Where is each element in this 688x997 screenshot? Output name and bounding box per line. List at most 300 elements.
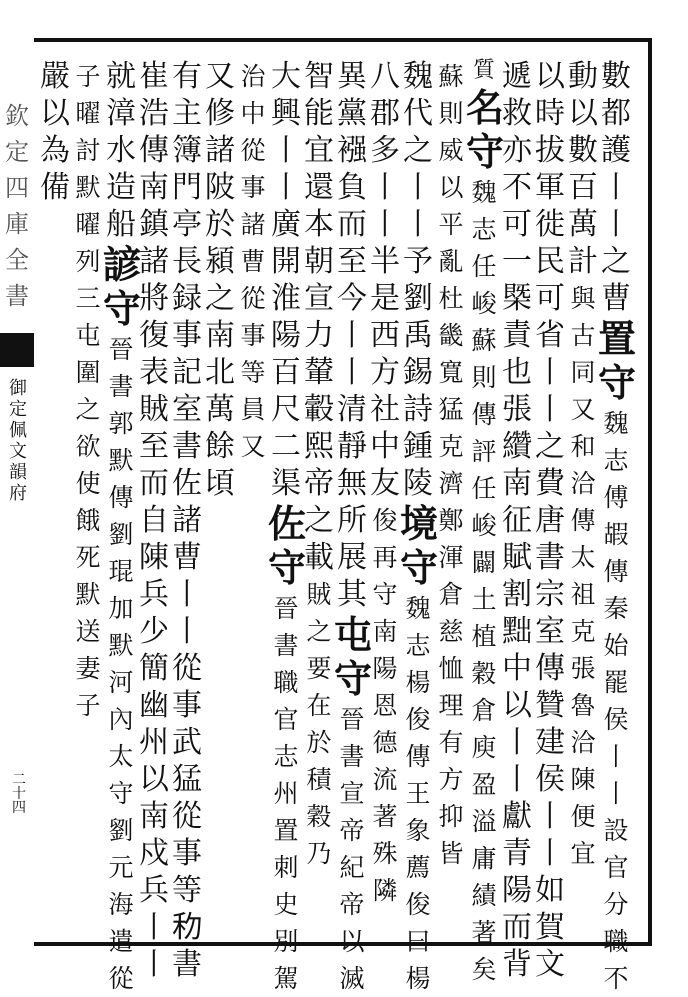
- commentary-char: 方: [438, 765, 464, 794]
- text-char: 徙: [535, 207, 565, 242]
- text-char: 責: [502, 318, 532, 353]
- text-char: 丨: [403, 170, 433, 205]
- commentary-char: 溢: [471, 807, 497, 836]
- text-char: 丨: [601, 207, 631, 242]
- text-char: 造: [106, 170, 136, 205]
- commentary-char: 晉: [108, 335, 134, 364]
- text-char: 至: [337, 244, 367, 279]
- text-char: 帝: [304, 466, 334, 501]
- text-char: 宗: [535, 577, 565, 612]
- text-char: 兵: [139, 873, 169, 908]
- text-char: 亭: [172, 207, 202, 242]
- commentary-char: 象: [405, 816, 431, 845]
- text-char: 於: [205, 207, 235, 242]
- text-char: 轂: [304, 392, 334, 427]
- text-char: 為: [40, 133, 70, 168]
- commentary-char: 欲: [75, 432, 101, 461]
- text-char: 贊: [535, 688, 565, 723]
- text-char: 簿: [172, 133, 202, 168]
- text-char: 之: [535, 429, 565, 464]
- commentary-char: 圍: [75, 358, 101, 387]
- commentary-char: 俊: [405, 890, 431, 919]
- text-char: 獻: [502, 799, 532, 834]
- text-char: 而: [337, 207, 367, 242]
- text-char: 丨: [139, 910, 169, 945]
- commentary-char: 寬: [438, 358, 464, 387]
- commentary-char: 理: [438, 691, 464, 720]
- text-char: 傳: [535, 651, 565, 686]
- commentary-char: 古: [570, 321, 596, 350]
- text-char: 自: [139, 503, 169, 538]
- commentary-char: 蘇: [471, 326, 497, 355]
- commentary-char: 志: [471, 215, 497, 244]
- margin-char: 佩: [9, 420, 27, 441]
- commentary-char: 又: [570, 395, 596, 424]
- text-char: 數: [568, 133, 598, 168]
- commentary-char: 志: [405, 631, 431, 660]
- text-char: 以: [40, 96, 70, 131]
- text-char: 鍾: [403, 429, 433, 464]
- commentary-char: 穀: [471, 659, 497, 688]
- text-char: 大: [271, 59, 301, 94]
- text-char: 無: [337, 466, 367, 501]
- text-char: 淮: [271, 281, 301, 316]
- text-char: 友: [370, 466, 400, 501]
- text-char: 是: [370, 281, 400, 316]
- commentary-char: 恤: [438, 654, 464, 683]
- text-char: 南: [205, 318, 235, 353]
- commentary-char: 丨: [603, 779, 629, 808]
- entry-heading-char: 守: [334, 656, 373, 701]
- text-char: 幽: [139, 688, 169, 723]
- commentary-char: 畿: [438, 321, 464, 350]
- text-char: 之: [304, 503, 334, 538]
- commentary-char: 同: [570, 358, 596, 387]
- text-char: 潁: [205, 244, 235, 279]
- commentary-char: 俊: [372, 506, 398, 535]
- text-char: 黨: [337, 96, 367, 131]
- commentary-char: 從: [240, 284, 266, 313]
- commentary-char: 王: [405, 779, 431, 808]
- commentary-char: 等: [240, 358, 266, 387]
- commentary-char: 要: [306, 654, 332, 683]
- text-char: 都: [601, 96, 631, 131]
- text-char: 事: [172, 836, 202, 871]
- commentary-char: 侯: [603, 705, 629, 734]
- commentary-char: 太: [570, 543, 596, 572]
- commentary-char: 楊: [405, 964, 431, 993]
- commentary-char: 矣: [471, 955, 497, 984]
- text-char: 建: [535, 725, 565, 760]
- commentary-char: 杜: [438, 284, 464, 313]
- text-char: 尺: [271, 392, 301, 427]
- text-char: 少: [139, 614, 169, 649]
- text-char: 丨: [502, 762, 532, 797]
- text-char: 智: [304, 59, 334, 94]
- text-char: 南: [502, 466, 532, 501]
- commentary-char: 滅: [339, 964, 365, 993]
- text-char: 北: [205, 355, 235, 390]
- text-char: 丨: [139, 947, 169, 982]
- commentary-char: 德: [372, 728, 398, 757]
- commentary-char: 子: [75, 691, 101, 720]
- entry-heading-char: 佐: [268, 501, 307, 546]
- text-char: 修: [205, 96, 235, 131]
- commentary-char: 罷: [603, 668, 629, 697]
- commentary-char: 傳: [570, 506, 596, 535]
- text-char: 今: [337, 281, 367, 316]
- commentary-char: 土: [471, 585, 497, 614]
- text-char: 二: [271, 429, 301, 464]
- text-char: 丨: [271, 170, 301, 205]
- text-char: 陳: [139, 540, 169, 575]
- commentary-char: 職: [603, 927, 629, 956]
- text-char: 之: [403, 133, 433, 168]
- text-char: 丨: [535, 836, 565, 871]
- text-char: 八: [370, 59, 400, 94]
- commentary-char: 洽: [570, 728, 596, 757]
- text-char: 書: [172, 947, 202, 982]
- commentary-char: 乃: [306, 839, 332, 868]
- text-char: 𥝢: [172, 910, 202, 945]
- text-char: 門: [172, 170, 202, 205]
- margin-char: 庫: [5, 210, 29, 238]
- entry-heading-char: 名: [466, 85, 505, 130]
- commentary-char: 和: [570, 432, 596, 461]
- text-char: 兵: [139, 577, 169, 612]
- text-char: 丨: [502, 725, 532, 760]
- commentary-char: 事: [240, 321, 266, 350]
- commentary-char: 濟: [438, 469, 464, 498]
- commentary-char: 宣: [339, 779, 365, 808]
- commentary-char: 峻: [471, 289, 497, 318]
- text-char: 餘: [205, 429, 235, 464]
- commentary-char: 默: [75, 580, 101, 609]
- commentary-char: 討: [75, 136, 101, 165]
- text-char: 也: [502, 355, 532, 390]
- text-char: 開: [271, 244, 301, 279]
- commentary-char: 倉: [438, 580, 464, 609]
- text-char: 陂: [205, 170, 235, 205]
- commentary-char: 分: [603, 890, 629, 919]
- commentary-char: 帝: [339, 816, 365, 845]
- text-char: 丨: [172, 614, 202, 649]
- text-char: 曹: [172, 540, 202, 575]
- entry-heading-char: 置: [598, 316, 637, 361]
- text-char: 割: [502, 577, 532, 612]
- text-char: 清: [337, 392, 367, 427]
- text-char: 從: [172, 651, 202, 686]
- text-char: 禹: [403, 318, 433, 353]
- text-char: 丨: [370, 207, 400, 242]
- commentary-char: 傳: [108, 483, 134, 512]
- text-char: 省: [535, 318, 565, 353]
- text-char: 室: [535, 614, 565, 649]
- text-char: 丨: [403, 207, 433, 242]
- commentary-char: 從: [108, 964, 134, 993]
- commentary-char: 俊: [405, 705, 431, 734]
- text-char: 張: [502, 392, 532, 427]
- commentary-char: 刺: [273, 853, 299, 882]
- commentary-char: 便: [570, 802, 596, 831]
- commentary-char: 克: [438, 432, 464, 461]
- commentary-char: 宜: [570, 839, 596, 868]
- commentary-char: 抑: [438, 802, 464, 831]
- entry-heading-char: 守: [268, 545, 307, 590]
- text-char: 所: [337, 503, 367, 538]
- text-char: 能: [304, 96, 334, 131]
- commentary-char: 任: [471, 252, 497, 281]
- commentary-char: 官: [273, 705, 299, 734]
- text-char: 録: [172, 281, 202, 316]
- commentary-char: 之: [75, 395, 101, 424]
- text-char: 又: [205, 59, 235, 94]
- commentary-char: 在: [306, 691, 332, 720]
- commentary-char: 洽: [570, 469, 596, 498]
- commentary-char: 流: [372, 765, 398, 794]
- commentary-char: 中: [240, 99, 266, 128]
- text-char: 復: [139, 318, 169, 353]
- entry-heading-char: 諺: [103, 242, 142, 287]
- commentary-char: 庾: [471, 733, 497, 762]
- text-char: 黜: [502, 614, 532, 649]
- text-char: 以: [502, 688, 532, 723]
- commentary-char: 丨: [603, 742, 629, 771]
- text-char: 亦: [502, 133, 532, 168]
- commentary-char: 殊: [372, 839, 398, 868]
- commentary-char: 事: [240, 173, 266, 202]
- text-char: 展: [337, 540, 367, 575]
- commentary-char: 默: [108, 446, 134, 475]
- commentary-char: 晉: [273, 594, 299, 623]
- commentary-char: 評: [471, 437, 497, 466]
- margin-char: 文: [9, 441, 27, 462]
- text-char: 代: [403, 96, 433, 131]
- text-char: 丨: [370, 170, 400, 205]
- page-number-char: 十: [12, 786, 26, 802]
- text-char: 中: [370, 429, 400, 464]
- commentary-char: 郭: [108, 409, 134, 438]
- commentary-char: 賊: [306, 580, 332, 609]
- commentary-char: 隣: [372, 876, 398, 905]
- commentary-char: 渾: [438, 543, 464, 572]
- commentary-char: 劉: [108, 816, 134, 845]
- commentary-char: 駕: [273, 964, 299, 993]
- commentary-char: 守: [108, 779, 134, 808]
- text-char: 丨: [535, 355, 565, 390]
- commentary-char: 皆: [438, 839, 464, 868]
- margin-char: 全: [5, 246, 29, 274]
- text-char: 賊: [139, 392, 169, 427]
- commentary-char: 楊: [405, 668, 431, 697]
- commentary-char: 猛: [438, 395, 464, 424]
- commentary-char: 峻: [471, 511, 497, 540]
- commentary-char: 陳: [570, 765, 596, 794]
- margin-book-title: [6, 378, 30, 504]
- commentary-char: 元: [108, 853, 134, 882]
- text-char: 之: [601, 244, 631, 279]
- text-char: 宜: [304, 133, 334, 168]
- commentary-char: 祖: [570, 580, 596, 609]
- text-char: 多: [370, 133, 400, 168]
- page-number-char: 二: [12, 772, 26, 788]
- commentary-char: 官: [603, 853, 629, 882]
- commentary-char: 晉: [339, 705, 365, 734]
- commentary-char: 恩: [372, 691, 398, 720]
- commentary-char: 著: [372, 802, 398, 831]
- text-char: 護: [601, 133, 631, 168]
- text-char: 丨: [601, 170, 631, 205]
- text-char: 社: [370, 392, 400, 427]
- text-char: 唐: [535, 503, 565, 538]
- text-char: 青: [502, 836, 532, 871]
- commentary-char: 志: [273, 742, 299, 771]
- commentary-char: 又: [240, 432, 266, 461]
- text-char: 表: [139, 355, 169, 390]
- text-char: 陽: [502, 873, 532, 908]
- commentary-char: 加: [108, 594, 134, 623]
- text-char: 從: [172, 799, 202, 834]
- commentary-char: 書: [108, 372, 134, 401]
- text-char: 方: [370, 355, 400, 390]
- text-char: 記: [172, 355, 202, 390]
- text-char: 崔: [139, 59, 169, 94]
- commentary-char: 送: [75, 617, 101, 646]
- page-margin: [0, 38, 34, 942]
- margin-collection-title: [2, 98, 32, 314]
- entry-heading-char: 守: [466, 129, 505, 174]
- commentary-char: 魏: [603, 409, 629, 438]
- text-char: 靜: [337, 429, 367, 464]
- text-char: 載: [304, 540, 334, 575]
- commentary-char: 設: [603, 816, 629, 845]
- text-char: 槩: [502, 281, 532, 316]
- entry-heading-char: 守: [598, 360, 637, 405]
- text-char: 書: [172, 429, 202, 464]
- commentary-char: 諸: [240, 210, 266, 239]
- commentary-char: 琨: [108, 557, 134, 586]
- text-char: 陵: [403, 466, 433, 501]
- text-char: 還: [304, 170, 334, 205]
- text-char: 救: [502, 96, 532, 131]
- text-char: 傳: [139, 133, 169, 168]
- commentary-char: 於: [306, 728, 332, 757]
- commentary-char: 植: [471, 622, 497, 651]
- text-char: 賦: [502, 540, 532, 575]
- commentary-char: 陽: [372, 654, 398, 683]
- text-char: 等: [172, 873, 202, 908]
- text-char: 就: [106, 59, 136, 94]
- text-char: 計: [568, 244, 598, 279]
- commentary-char: 書: [339, 742, 365, 771]
- text-char: 拔: [535, 133, 565, 168]
- text-char: 丨: [172, 577, 202, 612]
- margin-char: 府: [9, 483, 27, 504]
- commentary-char: 海: [108, 890, 134, 919]
- commentary-char: 死: [75, 543, 101, 572]
- text-char: 戍: [139, 836, 169, 871]
- commentary-char: 治: [240, 62, 266, 91]
- text-char: 其: [337, 577, 367, 612]
- text-char: 南: [139, 799, 169, 834]
- text-char: 書: [535, 540, 565, 575]
- text-char: 襁: [337, 133, 367, 168]
- commentary-char: 州: [273, 779, 299, 808]
- text-char: 主: [172, 96, 202, 131]
- text-char: 西: [370, 318, 400, 353]
- text-char: 漳: [106, 96, 136, 131]
- commentary-char: 穀: [306, 802, 332, 831]
- text-char: 以: [568, 96, 598, 131]
- commentary-char: 員: [240, 395, 266, 424]
- text-char: 可: [535, 281, 565, 316]
- text-char: 異: [337, 59, 367, 94]
- commentary-char: 魯: [570, 691, 596, 720]
- commentary-char: 別: [273, 927, 299, 956]
- margin-char: 欽: [5, 102, 29, 130]
- text-char: 猛: [172, 762, 202, 797]
- commentary-char: 有: [438, 728, 464, 757]
- commentary-char: 魏: [471, 178, 497, 207]
- text-char: 事: [172, 318, 202, 353]
- commentary-char: 以: [339, 927, 365, 956]
- commentary-char: 南: [372, 617, 398, 646]
- text-char: 諸: [205, 133, 235, 168]
- commentary-char: 河: [108, 668, 134, 697]
- margin-char: 書: [5, 282, 29, 310]
- text-char: 而: [502, 910, 532, 945]
- text-char: 賀: [535, 910, 565, 945]
- commentary-char: 帝: [339, 890, 365, 919]
- commentary-char: 始: [603, 631, 629, 660]
- text-char: 朝: [304, 244, 334, 279]
- text-char: 南: [139, 170, 169, 205]
- margin-char: 韻: [9, 462, 27, 483]
- text-char: 力: [304, 318, 334, 353]
- text-char: 侯: [535, 762, 565, 797]
- margin-char: 御: [9, 378, 27, 399]
- commentary-char: 魏: [405, 594, 431, 623]
- commentary-char: 默: [108, 631, 134, 660]
- commentary-char: 嘏: [603, 520, 629, 549]
- commentary-char: 積: [306, 765, 332, 794]
- commentary-char: 妻: [75, 654, 101, 683]
- commentary-char: 內: [108, 705, 134, 734]
- commentary-char: 志: [603, 446, 629, 475]
- text-char: 將: [139, 281, 169, 316]
- commentary-char: 盈: [471, 770, 497, 799]
- text-char: 中: [502, 651, 532, 686]
- text-char: 動: [568, 59, 598, 94]
- text-char: 備: [40, 170, 70, 205]
- text-char: 渠: [271, 466, 301, 501]
- commentary-char: 曰: [405, 927, 431, 956]
- commentary-char: 闢: [471, 548, 497, 577]
- commentary-char: 從: [240, 136, 266, 165]
- commentary-char: 置: [273, 816, 299, 845]
- page-number-char: 四: [12, 800, 26, 816]
- text-char: 費: [535, 466, 565, 501]
- text-char: 遞: [502, 59, 532, 94]
- commentary-char: 之: [306, 617, 332, 646]
- text-char: 軍: [535, 170, 565, 205]
- entry-heading-char: 屯: [334, 612, 373, 657]
- text-char: 半: [370, 244, 400, 279]
- commentary-char: 則: [471, 363, 497, 392]
- commentary-char: 書: [273, 631, 299, 660]
- commentary-char: 屯: [75, 321, 101, 350]
- text-char: 船: [106, 207, 136, 242]
